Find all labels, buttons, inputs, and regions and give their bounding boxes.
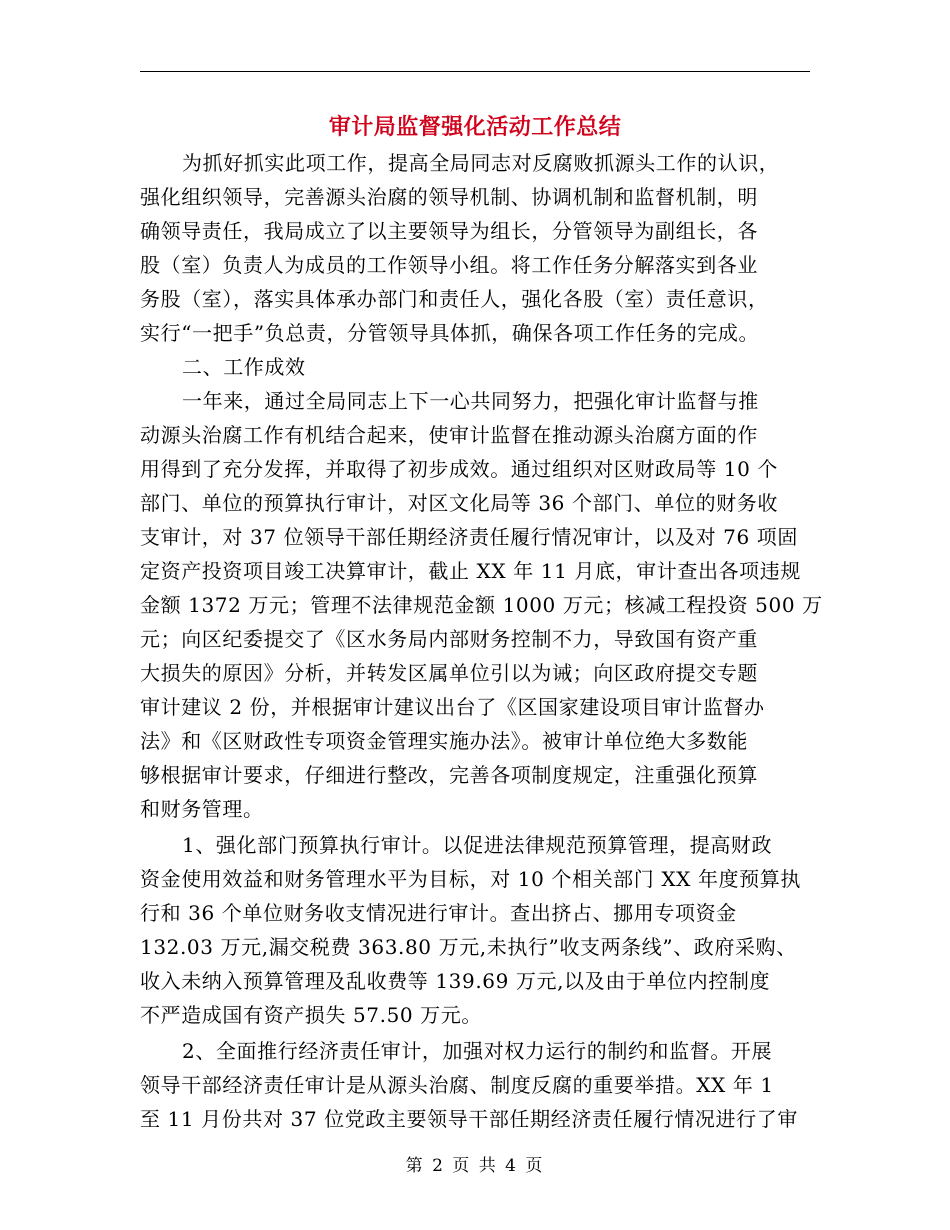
paragraph-line: 支审计，对 37 位领导干部任期经济责任履行情况审计，以及对 76 项固 bbox=[140, 525, 798, 549]
paragraph-line: 行和 36 个单位财务收支情况进行审计。查出挤占、挪用专项资金 bbox=[140, 901, 737, 925]
paragraph-line: 1、强化部门预算执行审计。以促进法律规范预算管理，提高财政 bbox=[182, 833, 773, 857]
paragraph-line: 审计建议 2 份，并根据审计建议出台了《区国家建设项目审计监督办 bbox=[140, 695, 765, 719]
paragraph-line: 不严造成国有资产损失 57.50 万元。 bbox=[140, 1003, 482, 1027]
paragraph-line: 实行“一把手”负总责，分管领导具体抓，确保各项工作任务的完成。 bbox=[140, 321, 760, 345]
paragraph-line: 够根据审计要求，仔细进行整改，完善各项制度规定，注重强化预算 bbox=[140, 763, 758, 787]
section-heading: 二、工作成效 bbox=[182, 355, 306, 379]
paragraph-line: 领导干部经济责任审计是从源头治腐、制度反腐的重要举措。XX 年 1 bbox=[140, 1073, 774, 1097]
paragraph-line: 务股（室），落实具体承办部门和责任人，强化各股（室）责任意识， bbox=[140, 287, 769, 311]
paragraph-line: 法》和《区财政性专项资金管理实施办法》。被审计单位绝大多数能 bbox=[140, 729, 748, 753]
paragraph-line: 强化组织领导，完善源头治腐的领导机制、协调机制和监督机制，明 bbox=[140, 185, 758, 209]
paragraph-line: 部门、单位的预算执行审计，对区文化局等 36 个部门、单位的财务收 bbox=[140, 491, 778, 515]
paragraph-line: 2、全面推行经济责任审计，加强对权力运行的制约和监督。开展 bbox=[182, 1039, 773, 1063]
paragraph-line: 收入未纳入预算管理及乱收费等 139.69 万元,以及由于单位内控制度 bbox=[140, 969, 771, 993]
paragraph-line: 为抓好抓实此项工作，提高全局同志对反腐败抓源头工作的认识， bbox=[182, 151, 780, 175]
document-title: 审计局监督强化活动工作总结 bbox=[328, 114, 622, 140]
header-rule bbox=[140, 71, 810, 72]
paragraph-line: 132.03 万元,漏交税费 363.80 万元,未执行”收支两条线”、政府采购、 bbox=[140, 935, 797, 959]
paragraph-line: 动源头治腐工作有机结合起来，使审计监督在推动源头治腐方面的作 bbox=[140, 423, 758, 447]
paragraph-line: 定资产投资项目竣工决算审计，截止 XX 年 11 月底，审计查出各项违规 bbox=[140, 559, 801, 583]
paragraph-line: 大损失的原因》分析，并转发区属单位引以为诫；向区政府提交专题 bbox=[140, 661, 758, 685]
paragraph-line: 一年来，通过全局同志上下一心共同努力，把强化审计监督与推 bbox=[182, 389, 759, 413]
document-body bbox=[140, 146, 830, 1136]
paragraph-line: 至 11 月份共对 37 位党政主要领导干部任期经济责任履行情况进行了审 bbox=[140, 1107, 798, 1131]
paragraph-line: 用得到了充分发挥，并取得了初步成效。通过组织对区财政局等 10 个 bbox=[140, 457, 778, 481]
paragraph-line: 股（室）负责人为成员的工作领导小组。将工作任务分解落实到各业 bbox=[140, 253, 758, 277]
paragraph-line: 金额 1372 万元；管理不法律规范金额 1000 万元；核减工程投资 500 万 bbox=[140, 593, 823, 617]
paragraph-line: 和财务管理。 bbox=[140, 797, 264, 821]
paragraph-line: 资金使用效益和财务管理水平为目标，对 10 个相关部门 XX 年度预算执 bbox=[140, 867, 801, 891]
page-number-footer: 第 2 页 共 4 页 bbox=[405, 1156, 545, 1176]
paragraph-line: 确领导责任，我局成立了以主要领导为组长，分管领导为副组长，各 bbox=[140, 219, 758, 243]
paragraph-line: 元；向区纪委提交了《区水务局内部财务控制不力，导致国有资产重 bbox=[140, 627, 758, 651]
